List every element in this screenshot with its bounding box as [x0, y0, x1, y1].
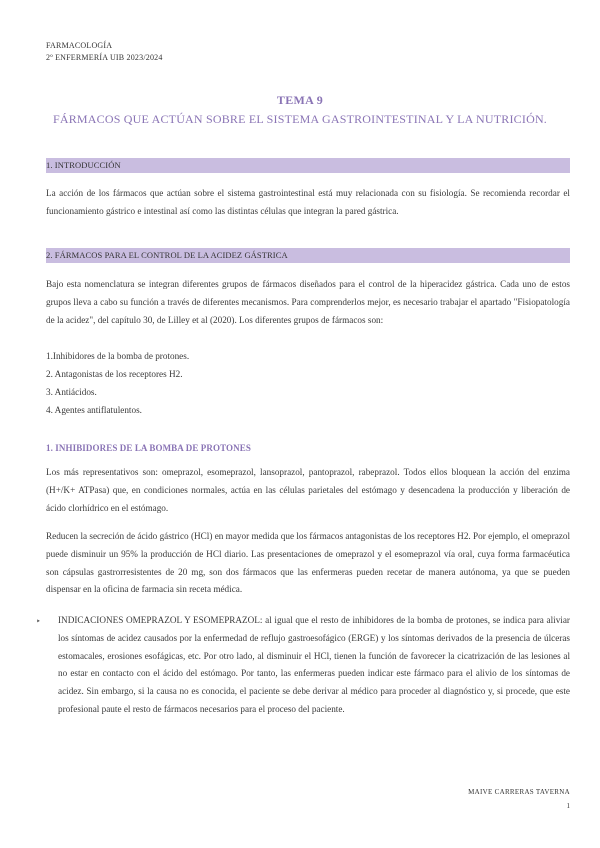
list-item: 3. Antiácidos. — [46, 387, 97, 397]
bullet-marker: ‣ — [36, 617, 41, 626]
subsection-heading-ibp: 1. INHIBIDORES DE LA BOMBA DE PROTONES — [46, 443, 251, 453]
header-subject: FARMACOLOGÍA — [46, 41, 113, 50]
footer-author: MAIVE CARRERAS TAVERNA — [468, 788, 570, 796]
running-header — [46, 40, 163, 64]
ibp-paragraph-1: Los más representativos son: omeprazol, esomeprazol, lansoprazol, pantoprazol, rabeprazol. Todos ellos bloquean la acción del enzima (H+/K+ ATPasa) que, en condiciones normales, actúa en las células parietales del estómago y desencadena la producción y liberación de ácido clorhídrico en el estómago. — [46, 467, 570, 513]
header-course: 2º ENFERMERÍA UIB 2023/2024 — [46, 53, 163, 62]
list-item: 4. Agentes antiflatulentos. — [46, 405, 142, 415]
ibp-paragraph-2: Reducen la secreción de ácido gástrico (HCl) en mayor medida que los fármacos antagonistas de los receptores H2. Por ejemplo, el omeprazol puede disminuir un 95% la producción de HCl diario. Las presentaciones de omeprazol y el esomeprazol vía oral, cuya forma farmacéutica son cápsulas gastrorresistentes de 20 mg, son dos fármacos que las enfermeras pueden recetar de manera autónoma, ya que se pueden dispensar en la oficina de farmacia sin receta médica. — [46, 531, 570, 595]
list-item: 1.Inhibidores de la bomba de protones. — [46, 351, 190, 361]
indicaciones-bullet-paragraph: INDICACIONES OMEPRAZOL Y ESOMEPRAZOL: al igual que el resto de inhibidores de la bomba de protones, se indica para aliviar los síntomas de acidez causados por la enfermedad de reflujo gastroesofágico (ERGE) y los síntomas derivados de la presencia de úlceras estomacales, erosiones esofágicas, etc. Por otro lado, al disminuir el HCl, tienen la función de favorecer la cicatrización de las lesiones al no estar en contacto con el ácido del estómago. Por tanto, las enfermeras pueden indicar este fármaco para el alivio de los síntomas de acidez. Sin embargo, si la causa no es conocida, el paciente se debe derivar al médico para proceder al diagnóstico y, si procede, que este profesional paute el resto de fármacos necesarios para el proceso del paciente. — [58, 615, 570, 714]
drug-group-list — [46, 347, 189, 419]
page-number: 1 — [566, 802, 570, 810]
topic-title: TEMA 9 — [276, 93, 324, 107]
section-heading-introduccion: 1. INTRODUCCIÓN — [46, 158, 570, 173]
section-heading-acidez: 2. FÁRMACOS PARA EL CONTROL DE LA ACIDEZ GÁSTRICA — [46, 248, 570, 263]
topic-subtitle: FÁRMACOS QUE ACTÚAN SOBRE EL SISTEMA GASTROINTESTINAL Y LA NUTRICIÓN. — [52, 112, 548, 126]
list-item: 2. Antagonistas de los receptores H2. — [46, 369, 183, 379]
intro-paragraph: La acción de los fármacos que actúan sobre el sistema gastrointestinal está muy relacionada con su fisiología. Se recomienda recordar el funcionamiento gástrico e intestinal así como las distintas células que integran la pared gástrica. — [46, 188, 570, 216]
acidez-paragraph: Bajo esta nomenclatura se integran diferentes grupos de fármacos diseñados para el control de la hiperacidez gástrica. Cada uno de estos grupos lleva a cabo su función a través de diferentes mecanismos. Para comprenderlos mejor, es necesario trabajar el apartado "Fisiopatología de la acidez", del capítulo 30, de Lilley et al (2020). Los diferentes grupos de fármacos son: — [46, 279, 570, 325]
